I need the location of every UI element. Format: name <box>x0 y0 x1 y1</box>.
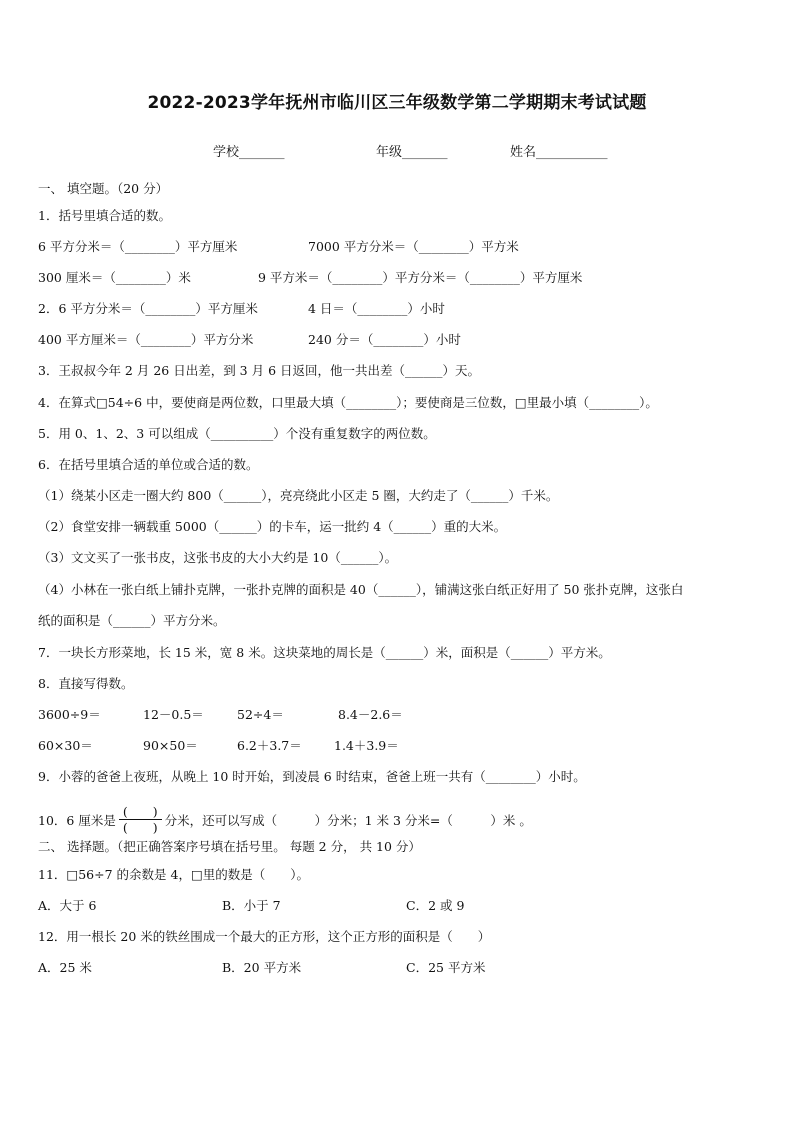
school-field: 学校_______ <box>213 145 285 160</box>
calc-item: 3600÷9＝ <box>38 707 101 722</box>
question-1b: 7000 平方分米＝（________）平方米 <box>308 239 519 254</box>
question-1d: 9 平方米＝（________）平方分米＝（________）平方厘米 <box>258 270 583 285</box>
option-b: B．20 平方米 <box>222 960 302 975</box>
question-2b: 4 日＝（________）小时 <box>308 301 445 316</box>
calc-item: 1.4＋3.9＝ <box>334 738 399 753</box>
calc-item: 8.4－2.6＝ <box>338 707 403 722</box>
calc-item: 6.2＋3.7＝ <box>237 738 302 753</box>
question-5: 5．用 0、1、2、3 可以组成（__________）个没有重复数字的两位数。 <box>38 426 436 441</box>
page-title: 2022-2023学年抚州市临川区三年级数学第二学期期末考试试题 <box>147 93 647 113</box>
question-10-suffix: 分米，还可以写成（ ）分米；1 米 3 分米=（ ）米 。 <box>164 813 532 828</box>
question-6-4-line2: 纸的面积是（______）平方分米。 <box>38 613 226 628</box>
question-3: 3．王叔叔今年 2 月 26 日出差，到 3 月 6 日返回，他一共出差（______）天。 <box>38 363 481 378</box>
question-10 <box>38 804 532 838</box>
question-4: 4．在算式□54÷6 中，要使商是两位数，口里最大填（________）；要使商是三位数，□里最小填（________）。 <box>38 395 658 410</box>
option-c: C．25 平方米 <box>406 960 486 975</box>
option-a: A．25 米 <box>38 960 92 975</box>
question-6-4-line1: （4）小林在一张白纸上铺扑克牌，一张扑克牌的面积是 40（______），铺满这张白纸正好用了 50 张扑克牌，这张白 <box>38 582 684 597</box>
question-6-1: （1）绕某小区走一圈大约 800（______），亮亮绕此小区走 5 圈，大约走了（______）千米。 <box>38 488 559 503</box>
question-6-2: （2）食堂安排一辆载重 5000（______）的卡车，运一批约 4（______）重的大米。 <box>38 519 507 534</box>
question-10-prefix: 10．6 厘米是 <box>38 813 116 828</box>
option-a: A．大于 6 <box>38 898 97 913</box>
section2-heading: 二、 选择题。（把正确答案序号填在括号里。 每题 2 分， 共 10 分） <box>38 839 421 854</box>
question-11: 11．□56÷7 的余数是 4，□里的数是（ ）。 <box>38 867 310 882</box>
question-6-3: （3）文文买了一张书皮，这张书皮的大小大约是 10（______）。 <box>38 550 398 565</box>
option-c: C．2 或 9 <box>406 898 465 913</box>
fraction-numerator: ( ) <box>119 804 162 820</box>
question-2d: 240 分＝（________）小时 <box>308 332 461 347</box>
calc-item: 12－0.5＝ <box>143 707 204 722</box>
fraction <box>119 804 162 835</box>
question-2c: 400 平方厘米＝（________）平方分米 <box>38 332 254 347</box>
calc-item: 60×30＝ <box>38 738 93 753</box>
question-1a: 6 平方分米＝（________）平方厘米 <box>38 239 238 254</box>
fraction-denominator: ( ) <box>122 820 158 835</box>
calc-item: 52÷4＝ <box>237 707 284 722</box>
question-1: 1．括号里填合适的数。 <box>38 208 171 223</box>
section1-heading: 一、 填空题。（20 分） <box>38 181 169 196</box>
question-12: 12．用一根长 20 米的铁丝围成一个最大的正方形，这个正方形的面积是（ ） <box>38 929 491 944</box>
question-2a: 2．6 平方分米＝（________）平方厘米 <box>38 301 258 316</box>
question-8: 8．直接写得数。 <box>38 676 134 691</box>
calc-item: 90×50＝ <box>143 738 198 753</box>
question-6: 6．在括号里填合适的单位或合适的数。 <box>38 457 259 472</box>
question-1c: 300 厘米＝（________）米 <box>38 270 191 285</box>
option-b: B．小于 7 <box>222 898 281 913</box>
grade-field: 年级_______ <box>376 145 448 160</box>
question-9: 9．小蓉的爸爸上夜班，从晚上 10 时开始，到凌晨 6 时结束，爸爸上班一共有（________）小时。 <box>38 769 586 784</box>
question-7: 7．一块长方形菜地，长 15 米，宽 8 米。这块菜地的周长是（______）米，面积是（______）平方米。 <box>38 645 611 660</box>
name-field: 姓名___________ <box>510 145 608 160</box>
